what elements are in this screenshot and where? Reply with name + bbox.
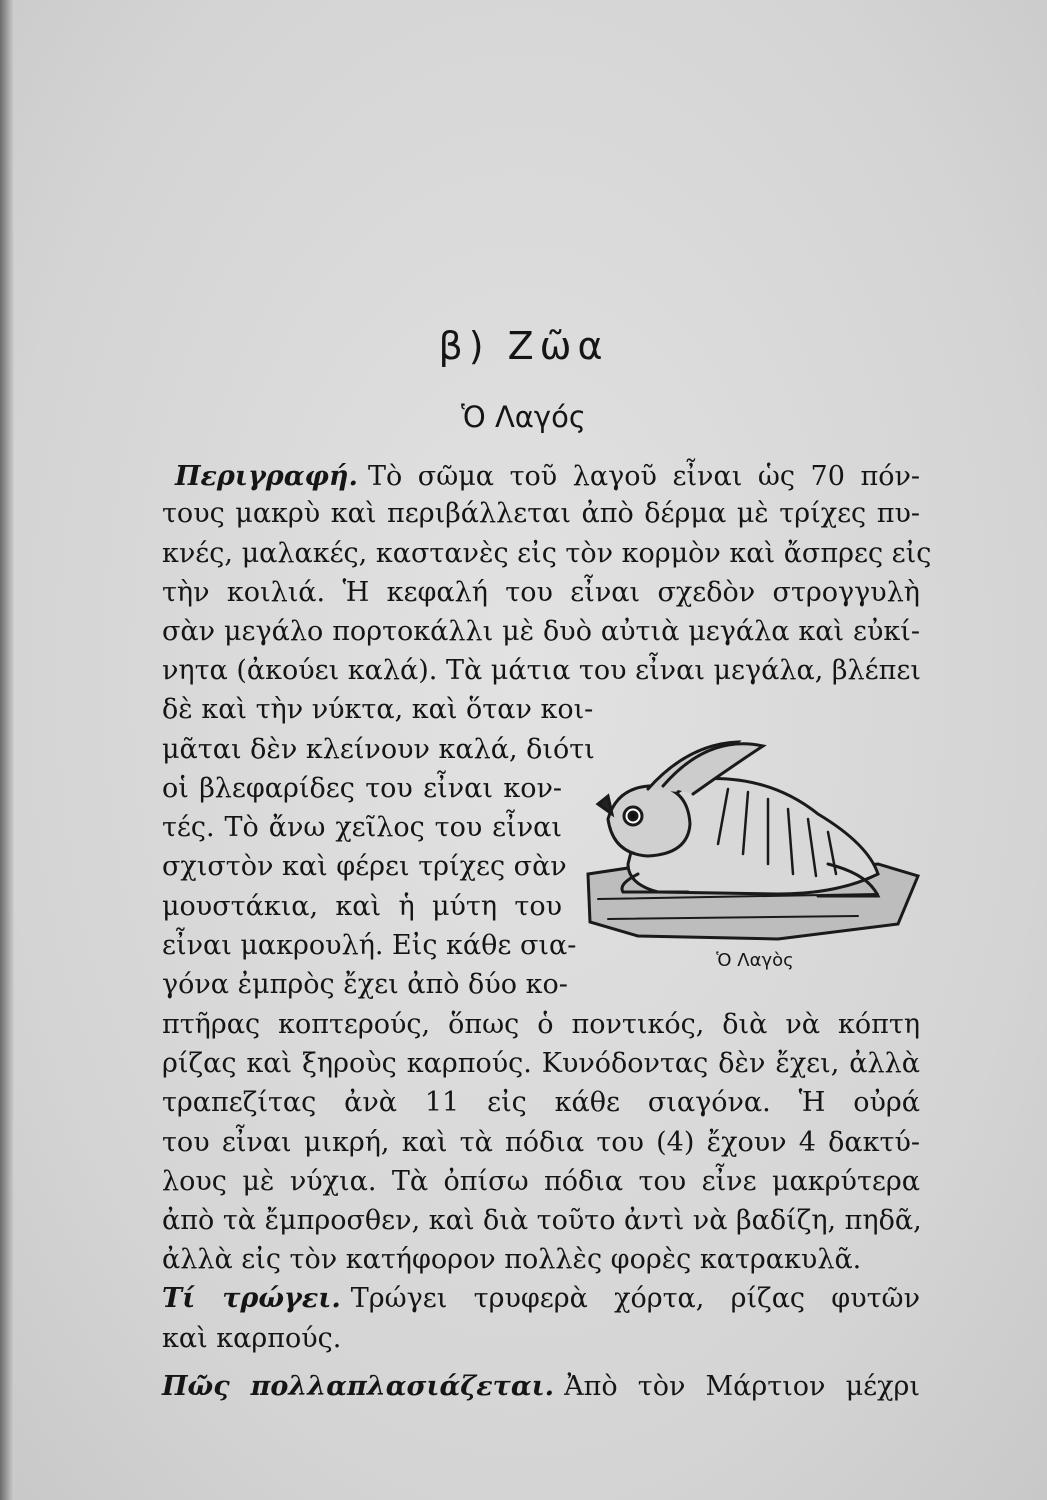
text-line: νητα (ἀκούει καλά). Τὰ μάτια του εἶναι μεγάλα, βλέπει (162, 655, 921, 686)
text-line: ρίζας καὶ ξηροὺς καρπούς. Κυνόδοντας δὲν ἔχει, ἀλλὰ (162, 1048, 920, 1079)
text-line (162, 1370, 920, 1404)
text-line: κνές, μαλακές, καστανὲς εἰς τὸν κορμὸν καὶ ἄσπρες εἰς (162, 538, 932, 569)
text-line (162, 1282, 920, 1316)
text-line-content: Τὸ σῶμα τοῦ λαγοῦ εἶναι ὡς 70 πόν- (367, 461, 920, 492)
text-line: καὶ καρπούς. (162, 1323, 342, 1354)
text-line: μουστάκια, καὶ ἡ μύτη του (162, 891, 562, 922)
paragraph-lead-food: Τί τρώγει. (162, 1283, 341, 1314)
hare-illustration (578, 724, 923, 956)
text-line: τὴν κοιλιά. Ἡ κεφαλή του εἶναι σχεδὸν στρογγυλὴ (162, 577, 920, 608)
paragraph-lead-description: Περιγραφή. (175, 461, 358, 492)
text-line: τους μακρὺ καὶ περιβάλλεται ἀπὸ δέρμα μὲ τρίχες πυ- (162, 498, 920, 529)
text-line: μᾶται δὲν κλείνουν καλά, διότι (162, 734, 595, 765)
page-spine-shadow (0, 0, 14, 1500)
text-line: λους μὲ νύχια. Τὰ ὀπίσω πόδια του εἶνε μακρύτερα (162, 1166, 920, 1197)
text-line: του εἶναι μικρή, καὶ τὰ πόδια του (4) ἔχουν 4 δακτύ- (162, 1127, 920, 1158)
text-line: σὰν μεγάλο πορτοκάλλι μὲ δυὸ αὐτιὰ μεγάλα καὶ εὐκί- (162, 616, 920, 647)
text-line: ἀπὸ τὰ ἔμπροσθεν, καὶ διὰ τοῦτο ἀντὶ νὰ βαδίζη, πηδᾶ, (162, 1205, 922, 1236)
text-line: οἱ βλεφαρίδες του εἶναι κον- (162, 773, 562, 804)
text-line-content: Ἀπὸ τὸν Μάρτιον μέχρι (564, 1371, 920, 1402)
text-line: σχιστὸν καὶ φέρει τρίχες σὰν (162, 851, 567, 882)
illustration-caption: Ὁ Λαγὸς (716, 950, 794, 971)
text-line: δὲ καὶ τὴν νύκτα, καὶ ὅταν κοι- (162, 694, 594, 725)
text-line: γόνα ἐμπρὸς ἔχει ἀπὸ δύο κο- (162, 969, 568, 1000)
section-title: β) Ζῶα (438, 324, 609, 368)
text-line: τές. Τὸ ἄνω χεῖλος του εἶναι (162, 812, 562, 843)
text-line (175, 460, 920, 494)
text-line: τραπεζίτας ἀνὰ 11 εἰς κάθε σιαγόνα. Ἡ οὐρά (162, 1087, 920, 1118)
text-line-content: Τρώγει τρυφερὰ χόρτα, ρίζας φυτῶν (350, 1283, 920, 1314)
text-line: εἶναι μακρουλή. Εἰς κάθε σια- (162, 930, 577, 961)
article-title: Ὁ Λαγός (461, 400, 586, 434)
text-line: ἀλλὰ εἰς τὸν κατήφορον πολλὲς φορὲς κατρακυλᾶ. (162, 1244, 862, 1275)
paragraph-lead-reproduction: Πῶς πολλαπλασιάζεται. (162, 1371, 555, 1402)
text-line: πτῆρας κοπτερούς, ὅπως ὁ ποντικός, διὰ νὰ κόπτη (162, 1009, 920, 1040)
